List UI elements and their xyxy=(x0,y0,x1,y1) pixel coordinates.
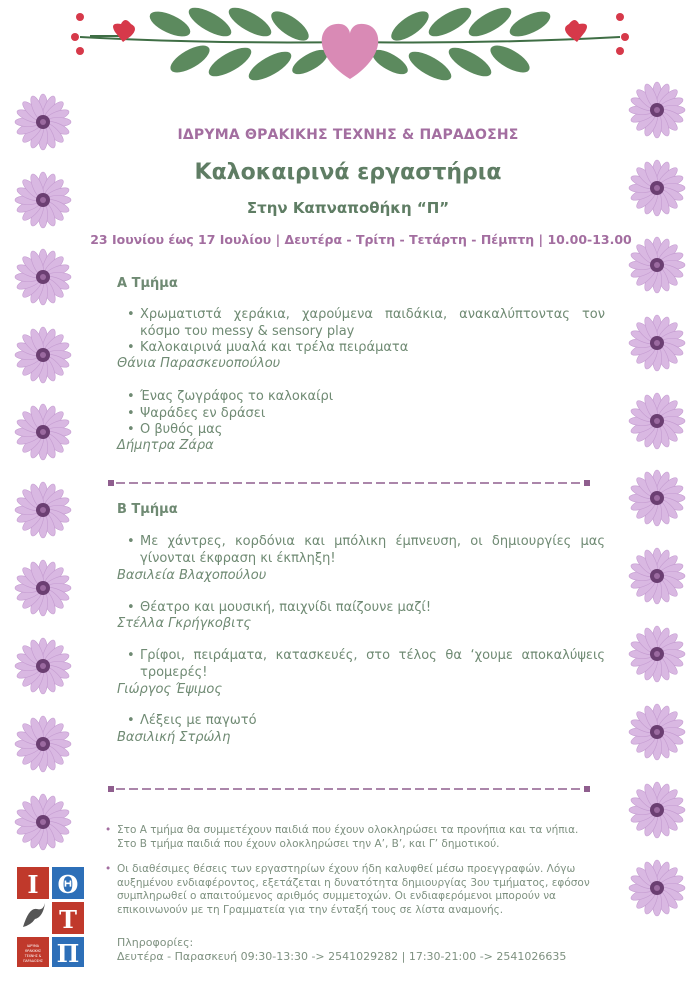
note-item: • Οι διαθέσιμες θέσεις των εργαστηρίων έχουν ήδη καλυφθεί μέσω προεγγραφών. Λόγω αυξημένου ενδιαφέροντος, εξετάζεται η δυνατότητα δημιουργίας 3ου τμήματος, εφόσον συμπληρωθεί ο απαιτούμενος αριθμός συμμετοχών. Οι ενδιαφερόμενοι μπορούν να επικοινωνούν με τη Γραμματεία για την ένταξή τους σε λίστα αναμονής. xyxy=(105,863,590,917)
schedule-dates: 23 Ιουνίου έως 17 Ιουλίου | Δευτέρα - Τρίτη - Τετάρτη - Πέμπτη | 10.00-13.00 xyxy=(90,232,632,247)
flower-decoration xyxy=(627,468,687,528)
svg-text:ΠΑΡΑΔΟΣΗΣ: ΠΑΡΑΔΟΣΗΣ xyxy=(23,959,43,963)
flower-decoration xyxy=(13,92,73,152)
info-label: Πληροφορίες: xyxy=(117,936,194,949)
logo-letter: Τ xyxy=(59,905,77,934)
section-b-group3-list xyxy=(127,648,605,681)
flower-decoration xyxy=(627,391,687,451)
teacher-name: Θάνια Παρασκευοπούλου xyxy=(117,356,281,371)
section-a-group1-list xyxy=(127,307,605,357)
flower-decoration xyxy=(13,480,73,540)
flower-decoration xyxy=(13,402,73,462)
section-divider xyxy=(108,479,590,487)
list-item: • Ένας ζωγράφος το καλοκαίρι xyxy=(127,389,605,406)
section-b-group1-list xyxy=(127,534,605,567)
teacher-name: Βασιλική Στρώλη xyxy=(117,730,231,745)
list-item: • Ψαράδες εν δράσει xyxy=(127,406,605,423)
contact-info xyxy=(117,936,566,964)
page-subtitle: Στην Καπναποθήκη “Π” xyxy=(246,199,450,217)
organization-name: ΙΔΡΥΜΑ ΘΡΑΚΙΚΗΣ ΤΕΧΝΗΣ & ΠΑΡΑΔΟΣΗΣ xyxy=(177,127,519,143)
flower-decoration xyxy=(13,558,73,618)
section-a-group2-list xyxy=(127,389,605,439)
logo-letter: Θ xyxy=(57,870,79,899)
floral-garland-decoration xyxy=(60,4,640,94)
list-item: • Ο βυθός μας xyxy=(127,422,605,439)
flower-decoration xyxy=(627,313,687,373)
flower-decoration xyxy=(627,702,687,762)
logo-graphic xyxy=(17,867,85,967)
list-item: • Χρωματιστά χεράκια, χαρούμενα παιδάκια, ανακαλύπτοντας τον κόσμο του messy & sensory play xyxy=(127,307,605,340)
logo-letter: Ι xyxy=(27,870,39,899)
section-b-group2-list xyxy=(127,600,605,617)
list-item: • Με χάντρες, κορδόνια και μπόλικη έμπνευση, οι δημιουργίες μας γίνονται έκφραση κι έκπληξη! xyxy=(127,534,605,567)
flower-decoration xyxy=(627,858,687,918)
section-divider xyxy=(108,785,590,793)
notes-list xyxy=(105,824,590,929)
foundation-logo xyxy=(17,867,85,967)
svg-text:ΙΔΡΥΜΑ: ΙΔΡΥΜΑ xyxy=(27,944,39,948)
flower-decoration xyxy=(13,325,73,385)
svg-text:ΤΕΧΝΗΣ &: ΤΕΧΝΗΣ & xyxy=(24,954,42,958)
flower-decoration xyxy=(13,636,73,696)
note-item: • Στο Α τμήμα θα συμμετέχουν παιδιά που έχουν ολοκληρώσει τα προνήπια και τα νήπια. Στο Β τμήμα παιδιά που έχουν ολοκληρώσει την Α’, Β’, και Γ’ δημοτικού. xyxy=(105,824,590,851)
teacher-name: Βασιλεία Βλαχοπούλου xyxy=(117,568,267,583)
logo-letter: Π xyxy=(56,939,80,967)
list-item: • Θέατρο και μουσική, παιχνίδι παίζουνε μαζί! xyxy=(127,600,605,617)
flower-decoration xyxy=(13,792,73,852)
teacher-name: Δήμητρα Ζάρα xyxy=(117,438,214,453)
flower-decoration xyxy=(627,624,687,684)
flower-decoration xyxy=(13,247,73,307)
section-a-title: Α Τμήμα xyxy=(117,276,178,291)
teacher-name: Γιώργος Έψιμος xyxy=(117,682,222,697)
flower-decoration xyxy=(13,714,73,774)
teacher-name: Στέλλα Γκρήγκοβιτς xyxy=(117,616,252,631)
flower-decoration xyxy=(627,780,687,840)
info-hours: Δευτέρα - Παρασκευή 09:30-13:30 -> 2541029282 | 17:30-21:00 -> 2541026635 xyxy=(117,950,567,963)
page-title: Καλοκαιρινά εργαστήρια xyxy=(194,160,502,185)
flower-decoration xyxy=(627,546,687,606)
section-b-title: Β Τμήμα xyxy=(117,502,178,517)
list-item: • Λέξεις με παγωτό xyxy=(127,713,605,730)
svg-text:ΘΡΑΚΙΚΗΣ: ΘΡΑΚΙΚΗΣ xyxy=(24,949,42,953)
list-item: • Γρίφοι, πειράματα, κατασκευές, στο τέλος θα ‘χουμε αποκαλύψεις τρομερές! xyxy=(127,648,605,681)
section-b-group4-list xyxy=(127,713,605,730)
list-item: • Καλοκαιρινά μυαλά και τρέλα πειράματα xyxy=(127,340,605,357)
